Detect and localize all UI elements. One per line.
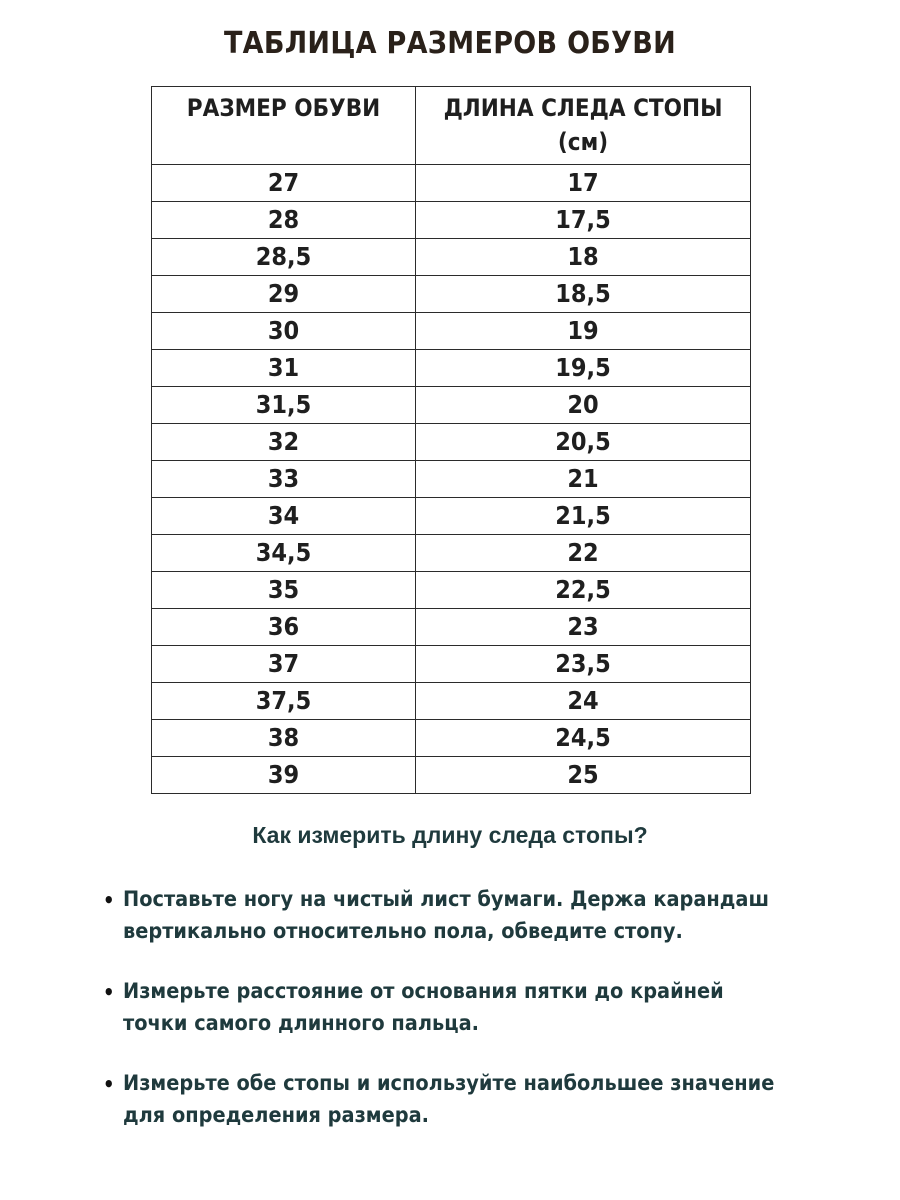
size-table	[151, 86, 751, 794]
cell-shoe-size: 27	[152, 165, 416, 202]
cell-shoe-size: 37	[152, 646, 416, 683]
cell-shoe-size: 28,5	[152, 239, 416, 276]
cell-foot-length: 17,5	[416, 202, 751, 239]
bullet-icon: •	[103, 888, 115, 912]
column-header-foot-length-text: ДЛИНА СЛЕДА СТОПЫ (см)	[443, 94, 723, 156]
cell-foot-length: 17	[416, 165, 751, 202]
list-item-text: Поставьте ногу на чистый лист бумаги. Держа карандаш вертикально относительно пола, обведите стопу.	[123, 887, 769, 944]
column-header-size: РАЗМЕР ОБУВИ	[152, 87, 416, 165]
cell-shoe-size: 34,5	[152, 535, 416, 572]
table-row	[152, 165, 751, 202]
table-row	[152, 202, 751, 239]
cell-shoe-size: 33	[152, 461, 416, 498]
table-row	[152, 720, 751, 757]
table-row	[152, 424, 751, 461]
table-row	[152, 572, 751, 609]
cell-foot-length: 20	[416, 387, 751, 424]
cell-foot-length: 21,5	[416, 498, 751, 535]
list-item	[103, 976, 783, 1040]
cell-shoe-size: 38	[152, 720, 416, 757]
cell-shoe-size: 34	[152, 498, 416, 535]
cell-foot-length: 23	[416, 609, 751, 646]
cell-foot-length: 23,5	[416, 646, 751, 683]
table-row	[152, 757, 751, 794]
cell-foot-length: 22,5	[416, 572, 751, 609]
list-item	[103, 884, 783, 948]
cell-foot-length: 18	[416, 239, 751, 276]
bullet-icon: •	[103, 980, 115, 1004]
bullet-icon: •	[103, 1072, 115, 1096]
column-header-foot-length	[416, 87, 751, 165]
cell-shoe-size: 30	[152, 313, 416, 350]
cell-foot-length: 25	[416, 757, 751, 794]
table-row	[152, 276, 751, 313]
table-row	[152, 387, 751, 424]
table-row	[152, 239, 751, 276]
table-row	[152, 683, 751, 720]
cell-foot-length: 20,5	[416, 424, 751, 461]
cell-foot-length: 24	[416, 683, 751, 720]
cell-shoe-size: 29	[152, 276, 416, 313]
cell-shoe-size: 28	[152, 202, 416, 239]
cell-shoe-size: 35	[152, 572, 416, 609]
table-row	[152, 498, 751, 535]
page-title: ТАБЛИЦА РАЗМЕРОВ ОБУВИ	[223, 26, 677, 61]
list-item-text: Измерьте расстояние от основания пятки до крайней точки самого длинного пальца.	[123, 979, 724, 1036]
cell-shoe-size: 37,5	[152, 683, 416, 720]
table-row	[152, 313, 751, 350]
table-row	[152, 609, 751, 646]
table-header-row	[152, 87, 751, 165]
table-body	[152, 165, 751, 794]
cell-shoe-size: 32	[152, 424, 416, 461]
cell-shoe-size: 31	[152, 350, 416, 387]
cell-shoe-size: 39	[152, 757, 416, 794]
cell-shoe-size: 31,5	[152, 387, 416, 424]
cell-foot-length: 18,5	[416, 276, 751, 313]
instructions-list	[103, 884, 783, 1132]
cell-foot-length: 19	[416, 313, 751, 350]
list-item-text: Измерьте обе стопы и используйте наибольшее значение для определения размера.	[123, 1071, 775, 1128]
table-row	[152, 350, 751, 387]
cell-foot-length: 21	[416, 461, 751, 498]
table-row	[152, 461, 751, 498]
cell-foot-length: 24,5	[416, 720, 751, 757]
instructions-heading: Как измерить длину следа стопы?	[252, 822, 648, 848]
cell-shoe-size: 36	[152, 609, 416, 646]
table-row	[152, 535, 751, 572]
cell-foot-length: 19,5	[416, 350, 751, 387]
table-row	[152, 646, 751, 683]
cell-foot-length: 22	[416, 535, 751, 572]
list-item	[103, 1068, 783, 1132]
